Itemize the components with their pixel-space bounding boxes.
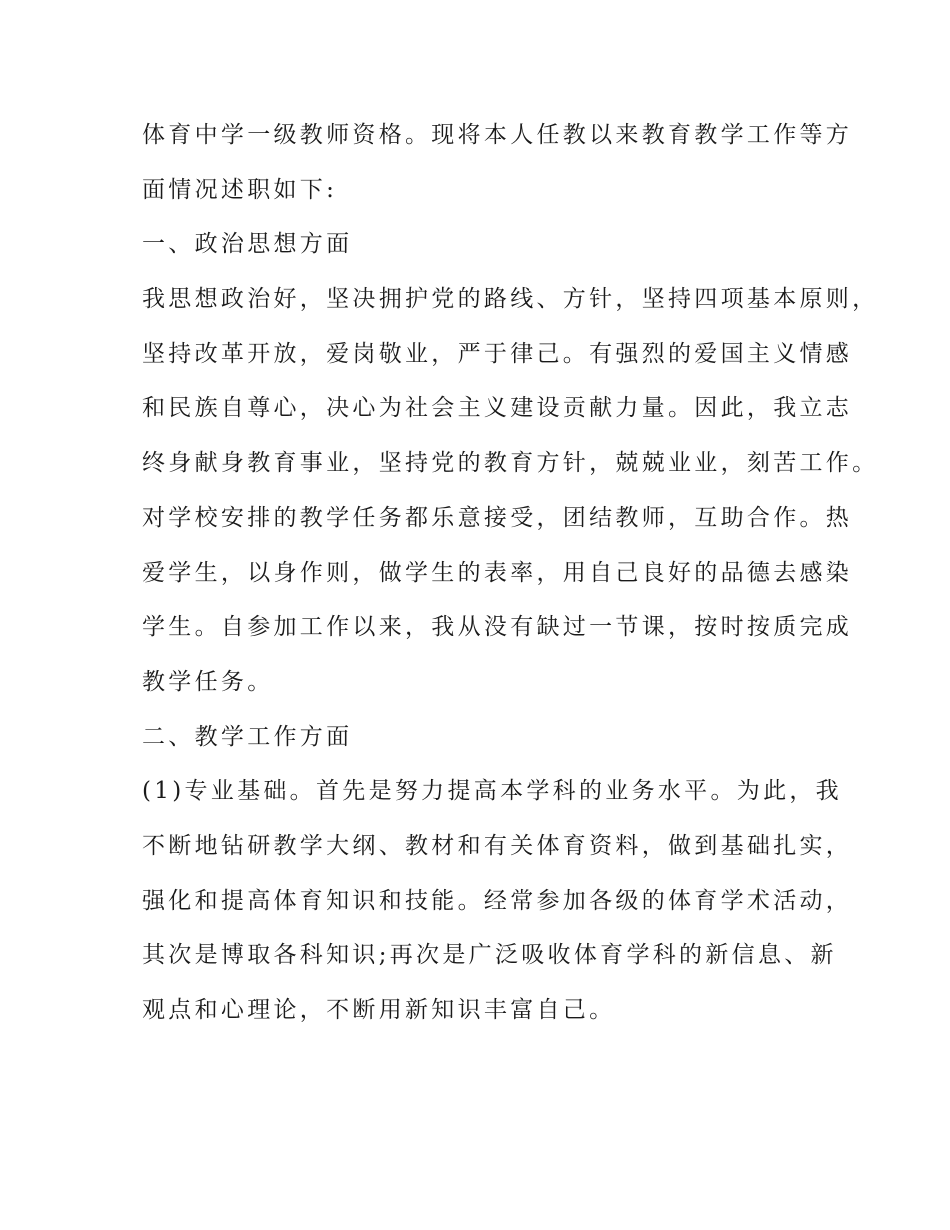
text-line: 学生。自参加工作以来，我从没有缺过一节课，按时按质完成 — [142, 614, 853, 641]
text-line: 我思想政治好，坚决拥护党的路线、方针，坚持四项基本原则， — [142, 286, 879, 313]
document-body — [142, 108, 879, 1038]
text-line: 强化和提高体育知识和技能。经常参加各级的体育学术活动， — [142, 887, 853, 914]
text-line: 其次是博取各科知识;再次是广泛吸收体育学科的新信息、新 — [142, 942, 837, 969]
text-line: 观点和心理论，不断用新知识丰富自己。 — [142, 997, 616, 1023]
text-line: 对学校安排的教学任务都乐意接受，团结教师，互助合作。热 — [142, 504, 853, 531]
text-line: 教学任务。 — [142, 668, 274, 695]
text-line: 和民族自尊心，决心为社会主义建设贡献力量。因此，我立志 — [142, 395, 853, 422]
text-line: 面情况述职如下: — [142, 176, 338, 203]
text-line: 不断地钻研教学大纲、教材和有关体育资料，做到基础扎实， — [142, 832, 853, 859]
section-heading: 一、政治思想方面 — [142, 231, 353, 258]
text-line: 坚持改革开放，爱岗敬业，严于律己。有强烈的爱国主义情感 — [142, 340, 853, 367]
section-heading: 二、教学工作方面 — [142, 723, 353, 750]
text-line: 体育中学一级教师资格。现将本人任教以来教育教学工作等方 — [142, 122, 853, 148]
text-line: 终身献身教育事业，坚持党的教育方针，兢兢业业，刻苦工作。 — [142, 450, 879, 477]
text-line: 爱学生，以身作则，做学生的表率，用自己良好的品德去感染 — [142, 559, 853, 586]
text-line: (1)专业基础。首先是努力提高本学科的业务水平。为此，我 — [142, 778, 842, 805]
